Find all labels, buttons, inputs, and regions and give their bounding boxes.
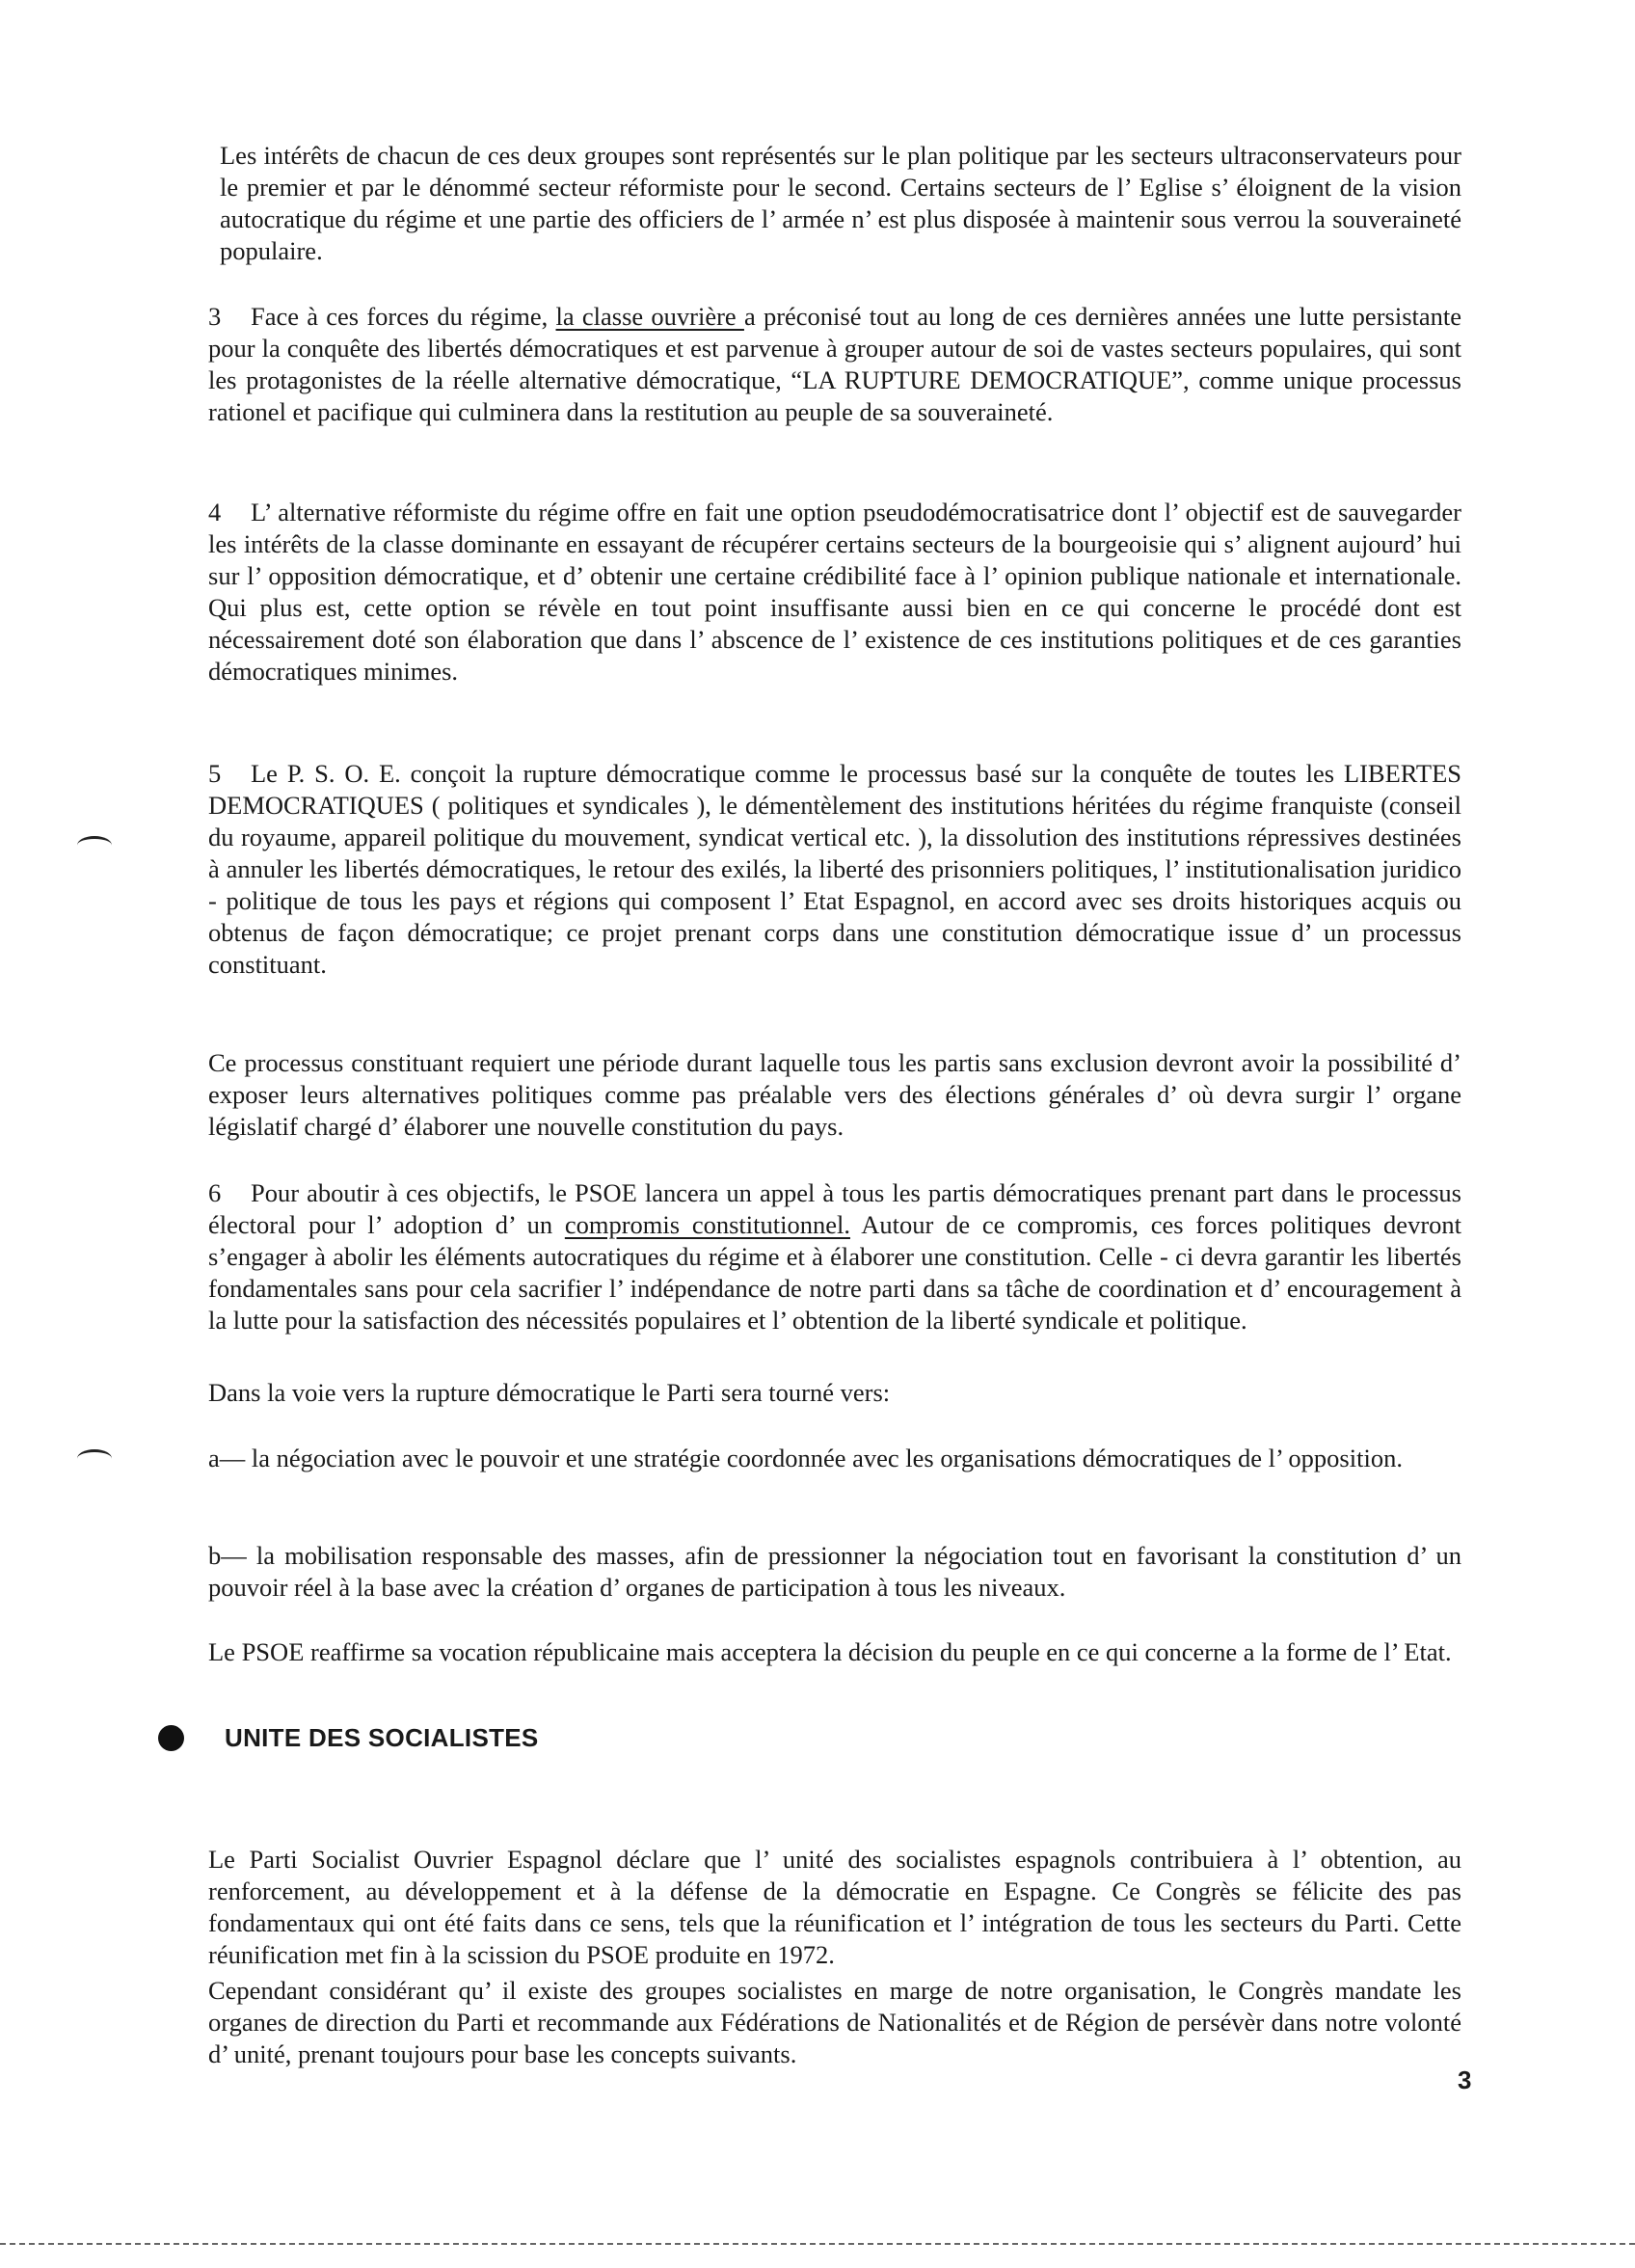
bullet-icon (158, 1725, 184, 1751)
section-heading-row (158, 1718, 539, 1757)
paragraph-number: 3 (208, 302, 222, 331)
paragraph-6: 6 Pour aboutir à ces objectifs, le PSOE lancera un appel à tous les partis démocratiques prenant part dans le processus électoral pour l’ adoption d’ un compromis constitutionnel. Autour de ce compromis, ces forces politiques devront s’engager à abolir les éléments autocratiques du régime et à élaborer une constitution. Celle - ci devra garantir les libertés fondamentales sans pour cela sacrifier l’ indépendance de notre parti dans sa tâche de coordination et d’ encouragement à la lutte pour la satisfaction des nécessités populaires et l’ obtention de la liberté syndicale et politique. (208, 1178, 1462, 1335)
list-item-b: b— la mobilisation responsable des masses, afin de pressionner la négociation tout en favorisant la constitution d’ un pouvoir réel à la base avec la création d’ organes de participation à tous les niveaux. (208, 1541, 1461, 1602)
paragraph-unite: Le Parti Socialist Ouvrier Espagnol déclare que l’ unité des socialistes espagnols contribuiera à l’ obtention, au renforcement, au développement et à la défense de la démocratie en Espagne. Ce Congrès se félicite des pas fondamentaux qui ont été faits dans ce sens, tels que la réunification et l’ intégration de tous les secteurs du Parti. Cette réunification met fin à la scission du PSOE produite en 1972. (208, 1845, 1461, 1969)
list-item-a: a— la négociation avec le pouvoir et une stratégie coordonnée avec les organisations démocratiques de l’ opposition. (208, 1444, 1403, 1472)
paragraph-number: 6 (208, 1178, 222, 1207)
paragraph-3: 3 Face à ces forces du régime, la classe ouvrière a préconisé tout au long de ces dernières années une lutte persistante pour la conquête des libertés démocratiques et est parvenue à grouper autour de soi de vastes secteurs populaires, qui sont les protagonistes de la réelle alternative démocratique, “LA RUPTURE DEMOCRATIQUE”, comme unique processus rationel et pacifique qui culminera dans la restitution au peuple de sa souveraineté. (208, 302, 1462, 426)
paragraph-number: 5 (208, 759, 222, 788)
page-number: 3 (1458, 2066, 1472, 2094)
underlined-phrase: compromis constitutionnel. (564, 1210, 850, 1239)
paragraph-cependant: Cependant considérant qu’ il existe des groupes socialistes en marge de notre organisation, le Congrès mandate les organes de direction du Parti et recommande aux Fédérations de Nationalités et de Région de persévèr dans notre volonté d’ unité, prenant toujours pour base les concepts suivants. (208, 1976, 1461, 2068)
underlined-phrase: la classe ouvrière (555, 302, 744, 331)
margin-mark-icon (77, 836, 112, 854)
paragraph-4: 4 L’ alternative réformiste du régime offre en fait une option pseudodémocratisatrice dont l’ objectif est de sauvegarder les intérêts de la classe dominante en essayant de récupérer certains secteurs de la bourgeoisie qui s’ alignent aujourd’ hui sur l’ opposition démocratique, et d’ obtenir une certaine crédibilité face à l’ opinion publique nationale et internationale. Qui plus est, cette option se révèle en tout point insuffisante aussi bien en ce qui concerne le procédé dont est nécessairement doté son élaboration que dans l’ abscence de l’ existence de ces institutions politiques et de ces garanties démocratiques minimes. (208, 498, 1461, 686)
paragraph-number: 4 (208, 498, 222, 526)
margin-mark-icon (77, 1449, 112, 1468)
bottom-rule (0, 2243, 1635, 2245)
paragraph-republicaine: Le PSOE reaffirme sa vocation républicaine mais acceptera la décision du peuple en ce qui concerne a la forme de l’ Etat. (208, 1637, 1452, 1666)
paragraph-voie: Dans la voie vers la rupture démocratique le Parti sera tourné vers: (208, 1378, 891, 1407)
paragraph-intro: Les intérêts de chacun de ces deux groupes sont représentés sur le plan politique par les secteurs ultraconservateurs pour le premier et par le dénommé secteur réformiste pour le second. Certains secteurs de l’ Eglise s’ éloignent de la vision autocratique du régime et une partie des officiers de l’ armée n’ est plus disposée à maintenir sous verrou la souveraineté populaire. (220, 141, 1461, 265)
paragraph-5b: Ce processus constituant requiert une période durant laquelle tous les partis sans exclusion devront avoir la possibilité d’ exposer leurs alternatives politiques comme pas préalable vers des élections générales d’ où devra surgir l’ organe législatif chargé d’ élaborer une nouvelle constitution du pays. (208, 1048, 1461, 1141)
section-heading: UNITE DES SOCIALISTES (225, 1722, 539, 1752)
paragraph-5: 5 Le P. S. O. E. conçoit la rupture démocratique comme le processus basé sur la conquête de toutes les LIBERTES DEMOCRATIQUES ( politiques et syndicales ), le démentèlement des institutions héritées du régime franquiste (conseil du royaume, appareil politique du mouvement, syndicat vertical etc. ), la dissolution des institutions répressives destinées à annuler les libertés démocratiques, le retour des exilés, la liberté des prisonniers politiques, l’ institutionalisation juridico - politique de tous les pays et régions qui composent l’ Etat Espagnol, en accord avec ses droits historiques acquis ou obtenus de façon démocratique; ce projet prenant corps dans une constitution démocratique issue d’ un processus constituant. (208, 759, 1461, 979)
